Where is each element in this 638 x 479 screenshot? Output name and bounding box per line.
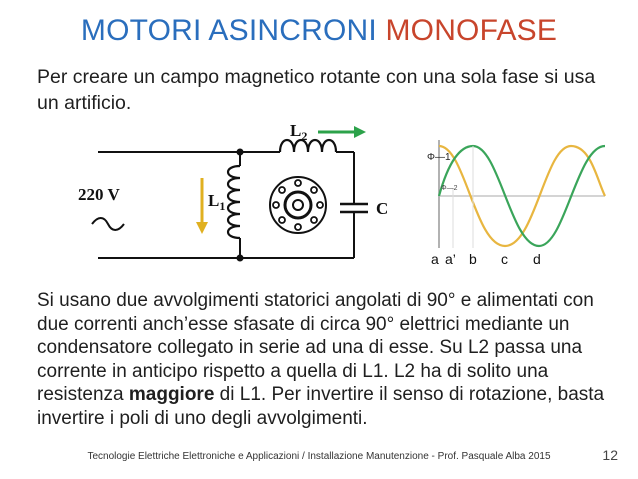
motor-symbol: [270, 177, 326, 233]
slide-title: [0, 14, 638, 48]
phi1-label: Φ—1: [427, 152, 451, 163]
axis-label-b: b: [469, 251, 477, 267]
axis-label-a-prime: a’: [445, 251, 456, 267]
body-text-part2: di L1. Per invertire il senso di rotazione, basta invertire i poli di uno degli avvolgimenti.: [37, 384, 605, 429]
l2-label: $L_2$: [290, 121, 308, 143]
body-text: [37, 289, 627, 430]
axis-label-c: c: [501, 251, 508, 267]
l1-coil: [228, 166, 240, 238]
phi2-label: Φ—2: [441, 185, 458, 192]
axis-label-a: a: [431, 251, 439, 267]
axis-label-d: d: [533, 251, 541, 267]
arrow-right-icon: [318, 126, 366, 138]
waveform-diagram: [425, 140, 610, 275]
body-text-bold: maggiore: [128, 384, 215, 405]
capacitor-label: C: [376, 199, 389, 218]
title-part-2: MONOFASE: [385, 14, 558, 47]
body-text-part1: Si usano due avvolgimenti statorici angolati di 90° e alimentati con due correnti anch’esse sfasate di circa 90° elettrici mediante un condensatore collegato in serie ad una di esse. Su L2 passa una corrente in anticipo rispetto a quella di L1. L2 ha di solito una resistenza: [37, 290, 594, 405]
intro-text: Per creare un campo magnetico rotante con una sola fase si usa un artificio.: [37, 66, 596, 114]
circuit-diagram: [70, 120, 400, 270]
footer-text: Tecnologie Elettriche Elettroniche e Applicazioni / Installazione Manutenzione - Prof. Pasquale Alba 2015: [87, 451, 551, 462]
voltage-label: 220 V: [78, 185, 120, 204]
arrow-down-icon: [196, 178, 208, 234]
l1-label: $L_1$: [208, 191, 226, 213]
page-number: 12: [602, 447, 618, 463]
title-part-1: MOTORI ASINCRONI: [80, 14, 377, 47]
ac-source-icon: [92, 218, 124, 230]
l2-coil: [280, 140, 336, 152]
